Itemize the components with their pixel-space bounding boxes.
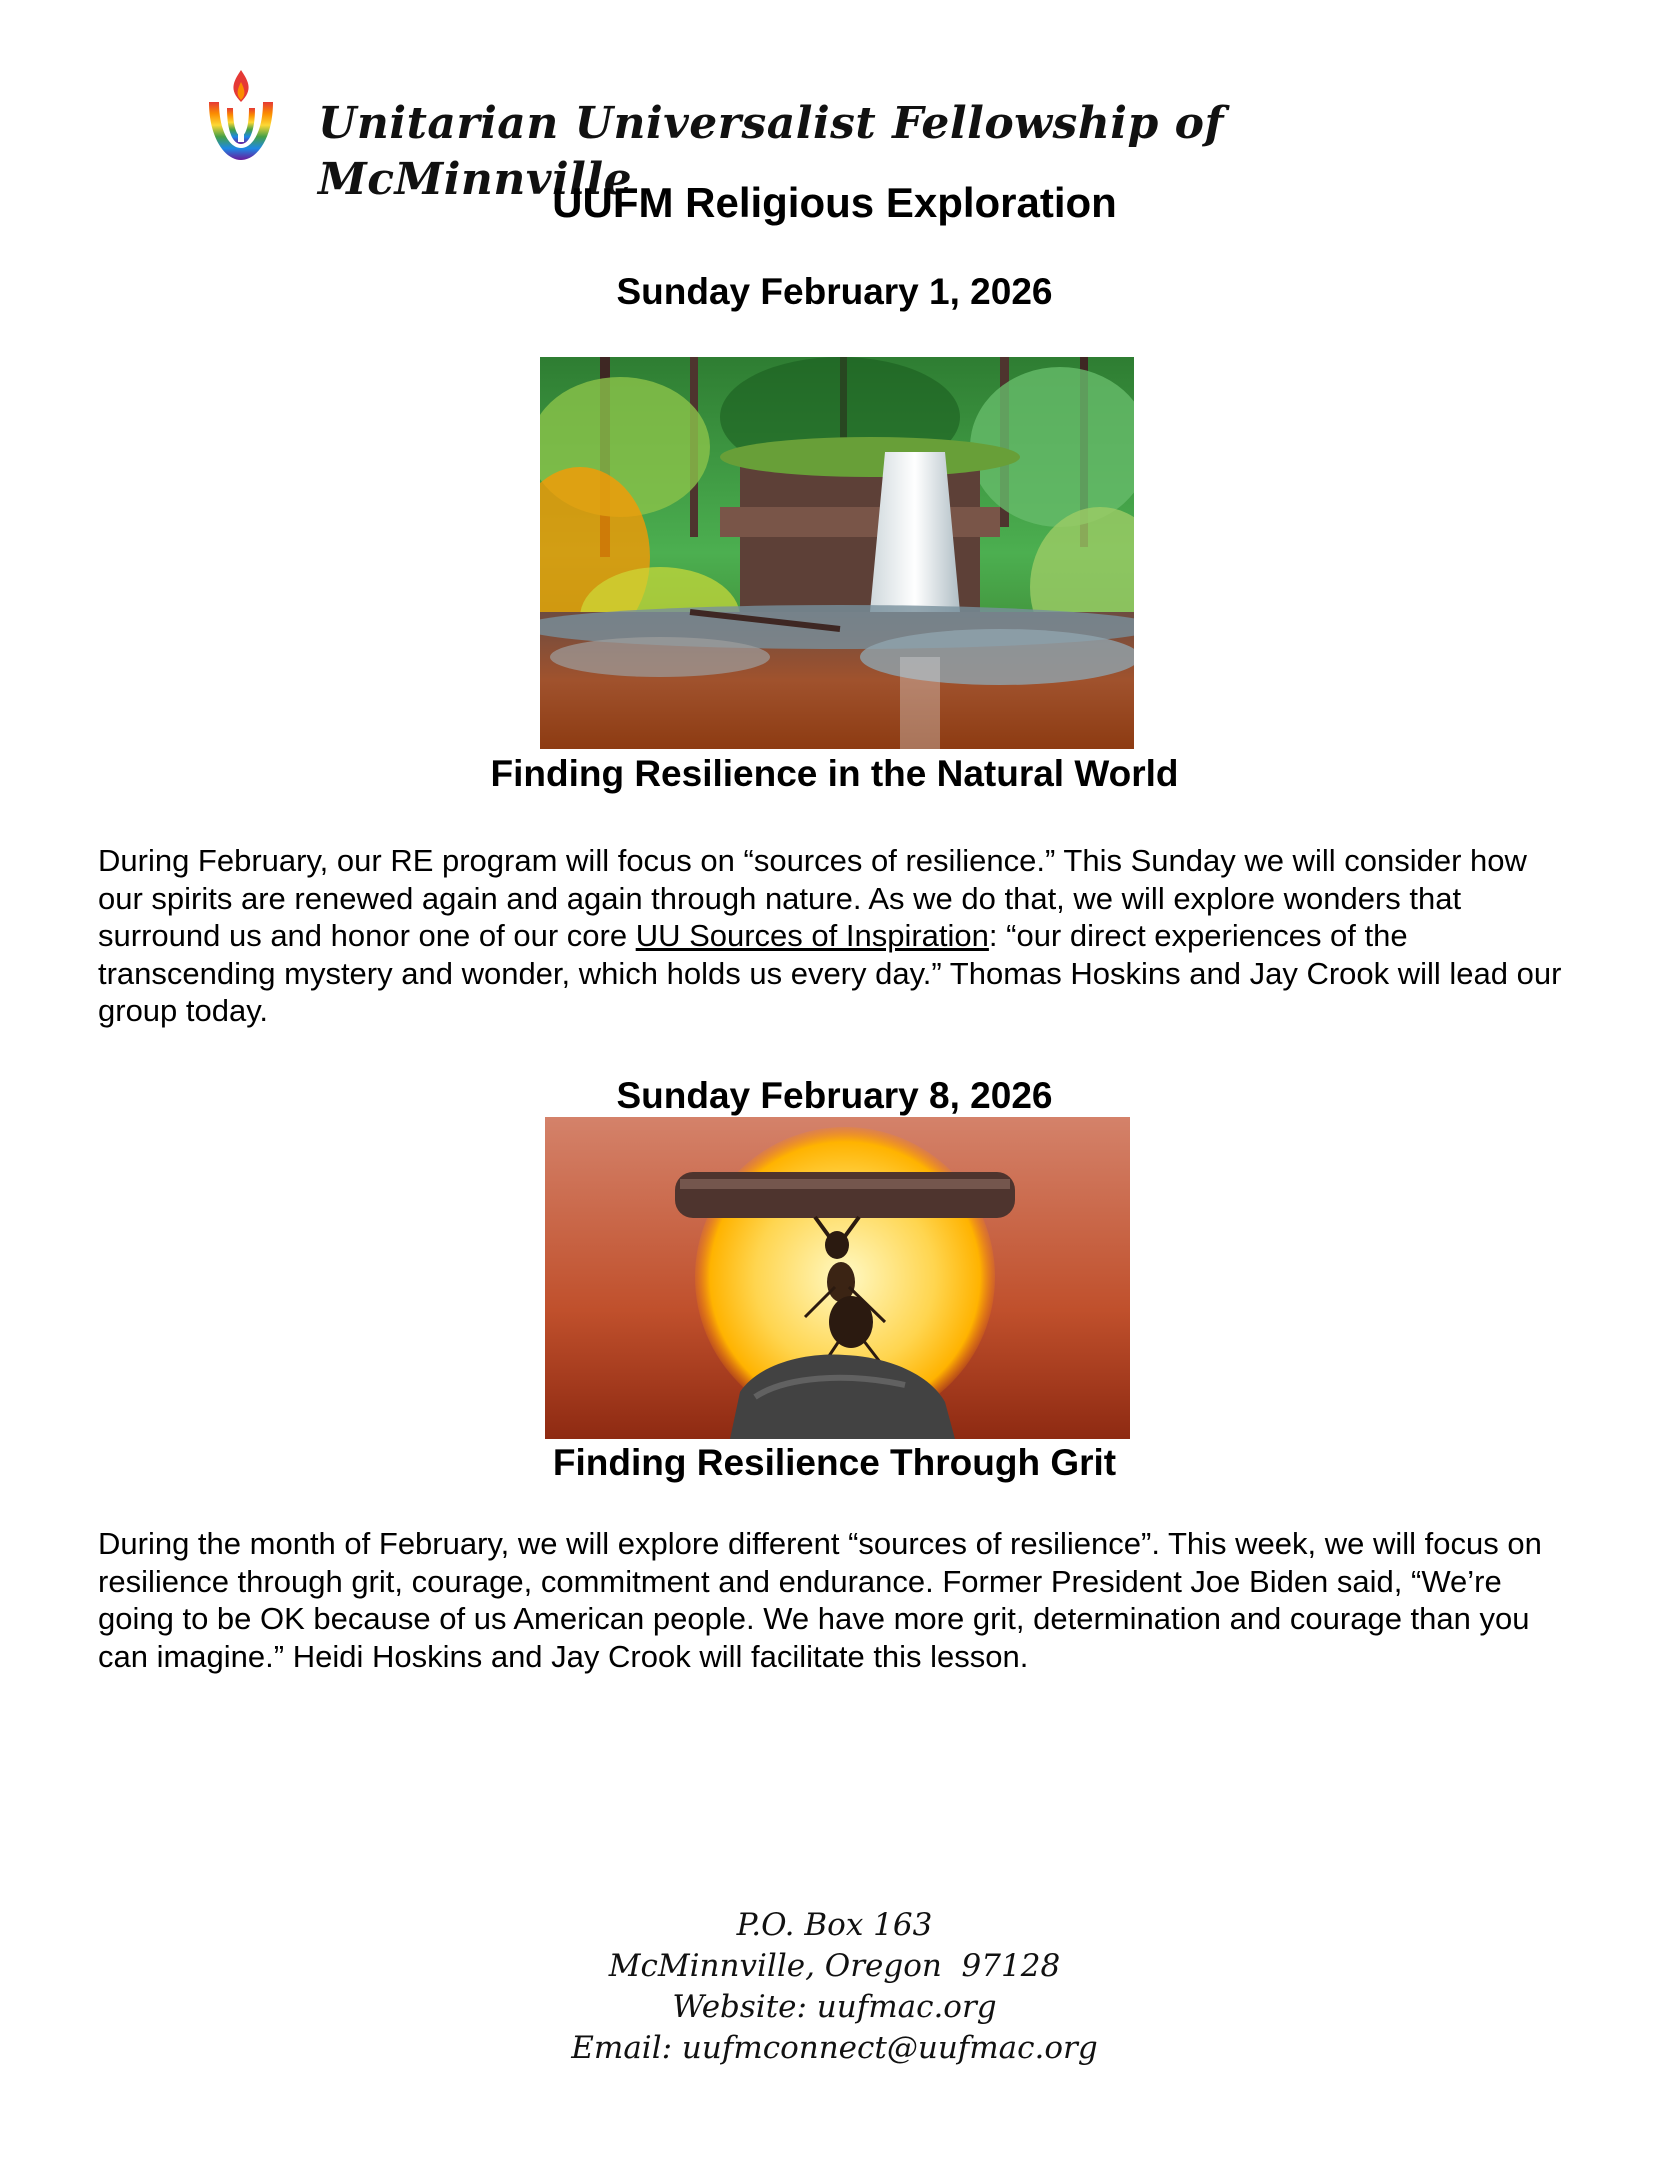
footer-po-box: P.O. Box 163: [736, 1907, 933, 1943]
session-1-date: Sunday February 1, 2026: [616, 271, 1053, 312]
session-1-text-after-link: : “our direct experiences of the transcending mystery and wonder, which holds us every day.” Thomas Hoskins and Jay Crook will lead our group today.: [98, 918, 1562, 1028]
footer-website: Website: uufmac.org: [672, 1989, 997, 2025]
uu-sources-of-inspiration-link[interactable]: UU Sources of Inspiration: [635, 918, 989, 953]
ant-lifting-stick-sunset-photo: [545, 1117, 1130, 1439]
session-2-date: Sunday February 8, 2026: [616, 1075, 1053, 1116]
session-2-lesson-title: Finding Resilience Through Grit: [552, 1442, 1117, 1483]
page-title: UUFM Religious Exploration: [552, 179, 1117, 226]
footer-city-state: McMinnville, Oregon 97128: [608, 1948, 1061, 1984]
session-2-description: During the month of February, we will explore different “sources of resilience”. This week, we will focus on resilience through grit, courage, commitment and endurance. Former President Joe Biden said, “We’re going to be OK because of us American people. We have more grit, determination and courage than you can imagine.” Heidi Hoskins and Jay Crook will facilitate this lesson.: [98, 1526, 1542, 1674]
session-1-lesson-title: Finding Resilience in the Natural World: [490, 753, 1179, 794]
footer-email: Email: uufmconnect@uufmac.org: [571, 2030, 1098, 2066]
contact-footer: [0, 1905, 1669, 2069]
session-1-text-before-link: During February, our RE program will focus on “sources of resilience.” This Sunday we will consider how our spirits are renewed again and again through nature. As we do that, we will explore wonders that surround us and honor one of our core: [98, 843, 1527, 953]
chalice-logo-icon: [205, 68, 277, 164]
session-1-description: [98, 842, 1578, 1030]
organization-name: Unitarian Universalist Fellowship of McMinnville: [318, 98, 1224, 205]
waterfall-forest-photo: [540, 357, 1134, 749]
